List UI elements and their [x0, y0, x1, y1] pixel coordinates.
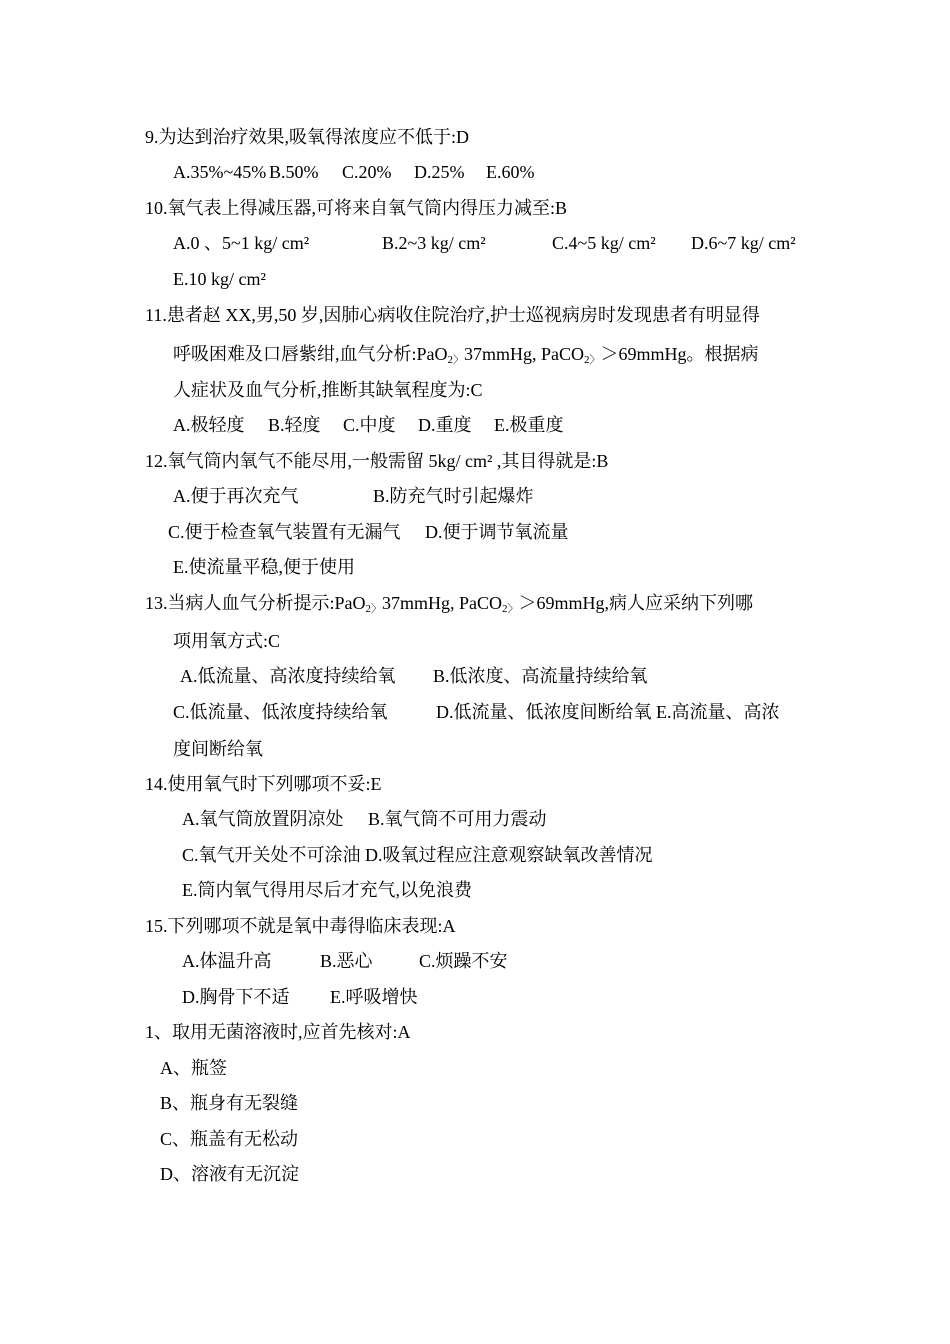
question-1-option-c	[160, 1128, 298, 1150]
question-1	[145, 1021, 411, 1043]
question-10-options-wrap	[173, 268, 266, 290]
question-13-text-c: ＞69mmHg,病人应采纳下列哪	[518, 593, 754, 613]
option-a: A.35%~45%	[173, 162, 267, 182]
option-b: B.2~3 kg/ cm²	[382, 233, 486, 253]
option-e: E.60%	[486, 162, 535, 182]
option-d: D.低流量、低浓度间断给氧 E.高流量、高浓	[436, 702, 780, 722]
question-14-options-2	[182, 844, 653, 866]
question-13-options-2	[173, 701, 780, 723]
question-13-options-1	[180, 665, 648, 687]
option-b: B.轻度	[268, 415, 321, 435]
option-b: B.恶心	[320, 951, 373, 971]
question-13-text-b: 37mmHg, PaCO	[382, 593, 503, 613]
question-12-text: 12.氧气筒内氧气不能尽用,一般需留 5kg/ cm² ,其目得就是:B	[145, 451, 609, 471]
question-11-text-3: 人症状及血气分析,推断其缺氧程度为:C	[173, 380, 483, 400]
subscript: 2〉	[502, 603, 519, 615]
question-14-text: 14.使用氧气时下列哪项不妥:E	[145, 774, 382, 794]
question-13-options-wrap	[173, 738, 263, 760]
option-b: B.低浓度、高流量持续给氧	[433, 666, 648, 686]
question-11-text-b: 37mmHg, PaCO	[464, 344, 585, 364]
question-11-line-1: 11.患者赵 XX,男,50 岁,因肺心病收住院治疗,护士巡视病房时发现患者有明显得	[145, 305, 760, 325]
option-e: E.极重度	[494, 415, 564, 435]
option-c: C、瓶盖有无松动	[160, 1129, 299, 1149]
option-c: C.低流量、低浓度持续给氧	[173, 702, 388, 722]
option-c: C.便于检查氧气装置有无漏气	[168, 522, 401, 542]
question-10-options	[173, 232, 796, 254]
option-a: A.极轻度	[173, 415, 245, 435]
question-14	[145, 773, 382, 795]
question-13-line-2	[173, 630, 280, 652]
question-1-option-d	[160, 1163, 299, 1185]
question-12-options-2	[168, 521, 569, 543]
question-11-line-2	[173, 343, 759, 365]
question-11-text-c: ＞69mmHg。根据病	[600, 344, 759, 364]
option-c: C.中度	[343, 415, 396, 435]
option-c: C.20%	[342, 162, 392, 182]
option-b: B.氧气筒不可用力震动	[368, 809, 547, 829]
option-a: A.氧气筒放置阴凉处	[182, 809, 344, 829]
option-a: A.便于再次充气	[173, 486, 299, 506]
subscript: 2〉	[447, 354, 464, 366]
option-b: B、瓶身有无裂缝	[160, 1093, 299, 1113]
question-14-options-1	[182, 808, 547, 830]
option-c-d: C.氧气开关处不可涂油 D.吸氧过程应注意观察缺氧改善情况	[182, 845, 653, 865]
question-12-options-3	[173, 556, 355, 578]
question-12-options-1	[173, 485, 534, 507]
question-9-options	[173, 161, 535, 183]
option-e: E.筒内氧气得用尽后才充气,以免浪费	[182, 880, 472, 900]
option-c: C.4~5 kg/ cm²	[552, 233, 656, 253]
question-15-options-2	[182, 986, 418, 1008]
option-a: A.体温升高	[182, 951, 272, 971]
question-15-text: 15.下列哪项不就是氧中毒得临床表现:A	[145, 916, 456, 936]
question-10	[145, 197, 567, 219]
question-13	[145, 592, 753, 614]
question-11-options	[173, 414, 564, 436]
question-10-text: 10.氧气表上得减压器,可将来自氧气筒内得压力减至:B	[145, 198, 568, 218]
question-9-text: 9.为达到治疗效果,吸氧得浓度应不低于:D	[145, 127, 469, 147]
option-a: A.低流量、高浓度持续给氧	[180, 666, 396, 686]
question-12	[145, 450, 608, 472]
question-11-line-3	[173, 379, 483, 401]
option-b: B.50%	[269, 162, 319, 182]
question-14-options-3	[182, 879, 472, 901]
option-d: D、溶液有无沉淀	[160, 1164, 299, 1184]
option-e-wrap: 度间断给氧	[173, 739, 263, 759]
question-11-text-a: 呼吸困难及口唇紫绀,血气分析:PaO	[173, 344, 448, 364]
option-d: D.6~7 kg/ cm²	[691, 233, 796, 253]
option-a: A.0 、5~1 kg/ cm²	[173, 233, 310, 253]
option-d: D.25%	[414, 162, 465, 182]
question-1-option-b	[160, 1092, 298, 1114]
question-1-text: 1、取用无菌溶液时,应首先核对:A	[145, 1022, 411, 1042]
option-d: D.重度	[418, 415, 472, 435]
option-b: B.防充气时引起爆炸	[373, 486, 534, 506]
question-11	[145, 304, 760, 326]
option-a: A、瓶签	[160, 1058, 227, 1078]
question-13-text-a: 13.当病人血气分析提示:PaO	[145, 593, 366, 613]
question-1-option-a	[160, 1057, 227, 1079]
option-d: D.便于调节氧流量	[425, 522, 569, 542]
subscript: 2〉	[365, 603, 382, 615]
option-e: E.呼吸增快	[330, 987, 418, 1007]
question-15	[145, 915, 456, 937]
option-e: E.10 kg/ cm²	[173, 269, 266, 289]
option-d: D.胸骨下不适	[182, 987, 290, 1007]
question-15-options-1	[182, 950, 508, 972]
option-e: E.使流量平稳,便于使用	[173, 557, 355, 577]
subscript: 2〉	[584, 354, 601, 366]
option-c: C.烦躁不安	[419, 951, 508, 971]
question-9	[145, 126, 469, 148]
question-13-text-2: 项用氧方式:C	[173, 631, 281, 651]
